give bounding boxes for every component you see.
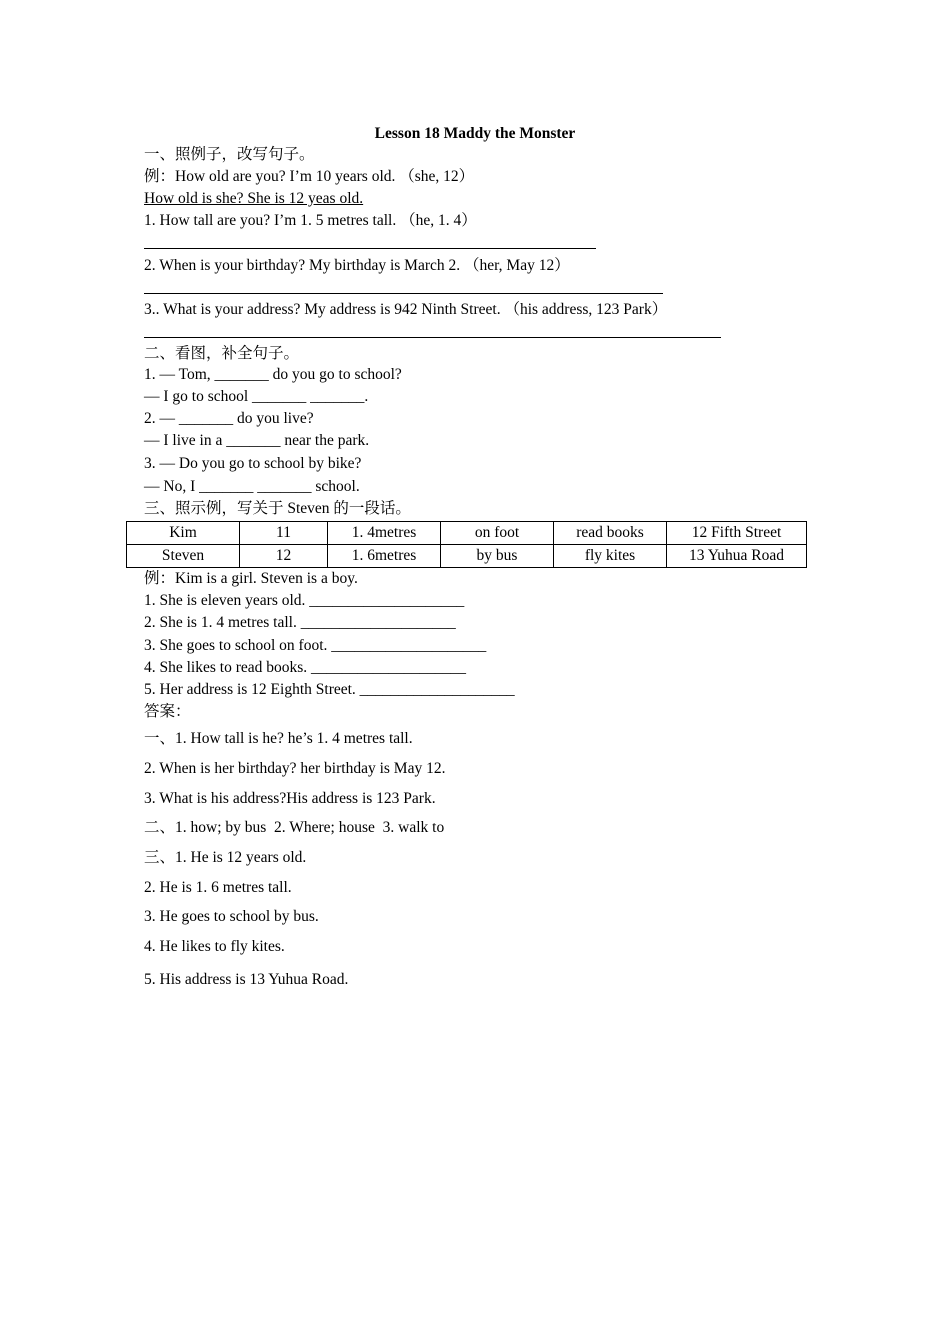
part2-line: — No, I _______ _______ school. <box>144 478 360 495</box>
part3-line: 2. She is 1. 4 metres tall. ____________________ <box>144 614 456 631</box>
part3-example: 例：Kim is a girl. Steven is a boy. <box>144 570 358 587</box>
answer-line-text: 二、1. how; by bus 2. Where; house 3. walk to <box>144 819 445 836</box>
answer-line <box>144 293 663 294</box>
answers-heading: 答案： <box>144 703 191 720</box>
table-cell: Kim <box>127 522 240 545</box>
part1-item-1: 1. How tall are you? I’m 1. 5 metres tall. （he, 1. 4） <box>144 212 477 229</box>
part2-line: — I go to school _______ _______. <box>144 388 369 405</box>
table-cell: 1. 4metres <box>328 522 441 545</box>
answer-line-text: 3. What is his address?His address is 123 Park. <box>144 790 436 807</box>
table-cell: fly kites <box>554 545 667 568</box>
page-title: Lesson 18 Maddy the Monster <box>374 125 576 142</box>
part3-line: 1. She is eleven years old. ____________________ <box>144 592 465 609</box>
table-cell: 1. 6metres <box>328 545 441 568</box>
table-cell: 12 Fifth Street <box>667 522 807 545</box>
part3-line: 5. Her address is 12 Eighth Street. ____________________ <box>144 681 515 698</box>
answer-line-text: 5. His address is 13 Yuhua Road. <box>144 971 349 988</box>
answer-line-text: 3. He goes to school by bus. <box>144 908 319 925</box>
part2-heading: 二、看图，补全句子。 <box>144 345 300 362</box>
part1-heading: 一、照例子，改写句子。 <box>144 146 315 163</box>
answer-line <box>144 248 596 249</box>
part2-line: 2. — _______ do you live? <box>144 410 314 427</box>
part1-item-3: 3.. What is your address? My address is 942 Ninth Street. （his address, 123 Park） <box>144 301 668 318</box>
part2-line: — I live in a _______ near the park. <box>144 432 370 449</box>
part1-example-answer: How old is she? She is 12 yeas old. <box>144 190 364 207</box>
part3-heading: 三、照示例，写关于 Steven 的一段话。 <box>144 500 411 517</box>
table-cell: 13 Yuhua Road <box>667 545 807 568</box>
answer-line-text: 2. He is 1. 6 metres tall. <box>144 879 292 896</box>
answer-line-text: 2. When is her birthday? her birthday is May 12. <box>144 760 446 777</box>
answer-line-text: 一、1. How tall is he? he’s 1. 4 metres tall. <box>144 730 413 747</box>
part1-example: 例：How old are you? I’m 10 years old. （she, 12） <box>144 168 475 185</box>
table-cell: 11 <box>240 522 328 545</box>
table-cell: 12 <box>240 545 328 568</box>
answer-line <box>144 337 721 338</box>
answer-line-text: 4. He likes to fly kites. <box>144 938 285 955</box>
part1-item-2: 2. When is your birthday? My birthday is March 2. （her, May 12） <box>144 257 570 274</box>
part3-line: 4. She likes to read books. ____________________ <box>144 659 467 676</box>
info-table <box>126 521 807 568</box>
table-cell: on foot <box>441 522 554 545</box>
table-row <box>127 522 807 545</box>
table-cell: Steven <box>127 545 240 568</box>
part2-line: 3. — Do you go to school by bike? <box>144 455 362 472</box>
part3-line: 3. She goes to school on foot. ____________________ <box>144 637 487 654</box>
part2-line: 1. — Tom, _______ do you go to school? <box>144 366 402 383</box>
table-row <box>127 545 807 568</box>
table-cell: by bus <box>441 545 554 568</box>
table-cell: read books <box>554 522 667 545</box>
answer-line-text: 三、1. He is 12 years old. <box>144 849 307 866</box>
